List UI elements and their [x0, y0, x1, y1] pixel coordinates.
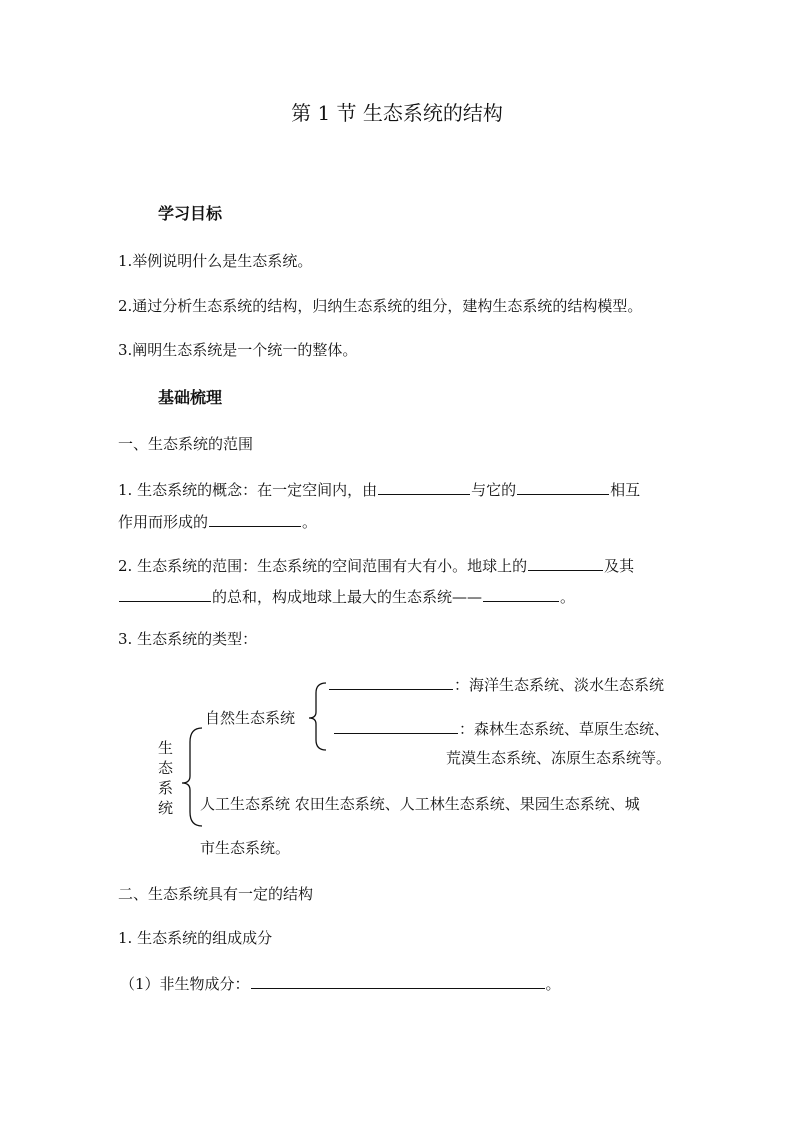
learning-goals-heading: 学习目标 [158, 204, 223, 223]
question-1-text-b: 与它的 [471, 481, 517, 499]
question-2-text-b: 及其 [604, 557, 635, 575]
question-2-text-c: 的总和，构成地球上最大的生态系统—— [212, 588, 483, 606]
question-1-text-d: 作用而形成的 [118, 513, 209, 531]
root-label [158, 738, 176, 818]
question-2-text-a: 2. 生态系统的范围：生态系统的空间范围有大有小。地球上的 [118, 557, 528, 575]
goal-item-2: 2.通过分析生态系统的结构，归纳生态系统的组分，建构生态系统的结构模型。 [118, 297, 643, 315]
basics-heading: 基础梳理 [158, 388, 223, 407]
branch-2-text: ：森林生态系统、草原生态统、 [459, 720, 670, 738]
answer-blank[interactable] [251, 972, 545, 989]
question-3: 3. 生态系统的类型： [118, 630, 258, 648]
natural-brace [309, 683, 326, 750]
answer-blank[interactable] [329, 673, 453, 690]
root-char: 系 [158, 779, 174, 797]
goal-item-1: 1.举例说明什么是生态系统。 [118, 252, 313, 270]
branch-2 [333, 717, 669, 739]
question-2-text-d: 。 [560, 588, 576, 606]
answer-blank[interactable] [334, 717, 458, 734]
natural-ecosystem-label: 自然生态系统 [205, 709, 296, 727]
root-char: 统 [158, 799, 174, 817]
section2-title: 二、生态系统具有一定的结构 [118, 885, 314, 903]
artificial-ecosystem-line1: 人工生态系统 农田生态系统、人工林生态系统、果园生态系统、城 [200, 795, 640, 813]
branch-2-continued: 荒漠生态系统、冻原生态系统等。 [446, 749, 672, 767]
goal-item-3: 3.阐明生态系统是一个统一的整体。 [118, 341, 358, 359]
item-1-label: （1）非生物成分： [120, 975, 250, 993]
root-char: 态 [158, 759, 174, 777]
subsection-1-item-1 [120, 972, 561, 994]
branch-1 [328, 673, 664, 695]
branch-1-text: ：海洋生态系统、淡水生态系统 [454, 676, 665, 694]
subsection-1: 1. 生态系统的组成成分 [118, 929, 273, 947]
artificial-ecosystem-line2: 市生态系统。 [200, 839, 291, 857]
question-1-text-e: 。 [302, 513, 318, 531]
root-brace [182, 728, 202, 826]
section1-title: 一、生态系统的范围 [118, 435, 254, 453]
page-title: 第 1 节 生态系统的结构 [291, 101, 503, 125]
root-char: 生 [158, 739, 174, 757]
question-1-text-c: 相互 [610, 481, 641, 499]
item-1-end: 。 [545, 975, 561, 993]
question-1-text-a: 1. 生态系统的概念：在一定空间内，由 [118, 481, 378, 499]
